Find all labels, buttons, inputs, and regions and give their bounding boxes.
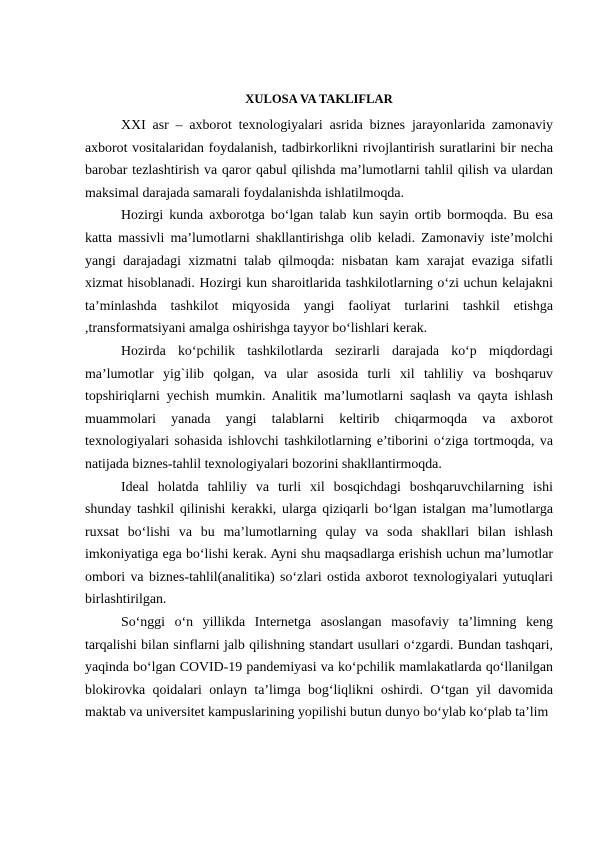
document-body (85, 115, 553, 725)
paragraph: Hozirda ko‘pchilik tashkilotlarda sezirarli darajada ko‘p miqdordagi ma’lumotlar yig`ilib qolgan, va ular asosida turli xil tahliliy va boshqaruv topshiriqlarni yechish mumkin. Analitik ma’lumotlarni saqlash va qayta ishlash muammolari yanada yangi talablarni keltirib chiqarmoqda va axborot texnologiyalari sohasida ishlovchi tashkilotlarning e’tiborini o‘ziga tortmoqda, va natijada biznes-tahlil texnologiyalari bozorini shakllantirmoqda. (85, 343, 553, 472)
paragraph: Hozirgi kunda axborotga bo‘lgan talab kun sayin ortib bormoqda. Bu esa katta massivli ma’lumotlarni shakllantirishga olib keladi. Zamonaviy iste’molchi yangi darajadagi xizmatni talab qilmoqda: nisbatan kam xarajat evaziga sifatli xizmat hisoblanadi. Hozirgi kun sharoitlarida tashkilotlarning o‘zi uchun kelajakni ta’minlashda tashkilot miqyosida yangi faoliyat turlarini tashkil etishga ,transformatsiyani amalga oshirishga tayyor bo‘lishlari kerak. (85, 208, 553, 337)
paragraph: XXI asr – axborot texnologiyalari asrida biznes jarayonlarida zamonaviy axborot vositalaridan foydalanish, tadbirkorlikni rivojlantirish suratlarini bir necha barobar tezlashtirish va qaror qabul qilishda ma’lumotlarni tahlil qilish va ulardan maksimal darajada samarali foydalanishda ishlatilmoqda. (85, 118, 553, 201)
paragraph: Ideal holatda tahliliy va turli xil bosqichdagi boshqaruvchilarning ishi shunday tashkil qilinishi kerakki, ularga qiziqarli bo‘lgan istalgan ma’lumotlarga ruxsat bo‘lishi va bu ma’lumotlarning qulay va soda shakllari bilan ishlash imkoniyatiga ega bo‘lishi kerak. Ayni shu maqsadlarga erishish uchun ma’lumotlar ombori va biznes-tahlil(analitika) so‘zlari ostida axborot texnologiyalari yutuqlari birlashtirilgan. (85, 479, 553, 608)
page-title: XULOSA VA TAKLIFLAR (245, 92, 393, 106)
paragraph: So‘nggi o‘n yillikda Internetga asoslangan masofaviy ta’limning keng tarqalishi bilan sinflarni jalb qilishning standart usullari o‘zgardi. Bundan tashqari, yaqinda bo‘lgan COVID-19 pandemiyasi va ko‘pchilik mamlakatlarda qo‘llanilgan blokirovka qoidalari onlayn ta’limga bog‘liqlikni oshirdi. O‘tgan yil davomida maktab va universitet kampuslarining yopilishi butun dunyo bo‘ylab ko‘plab ta’lim (85, 615, 553, 721)
